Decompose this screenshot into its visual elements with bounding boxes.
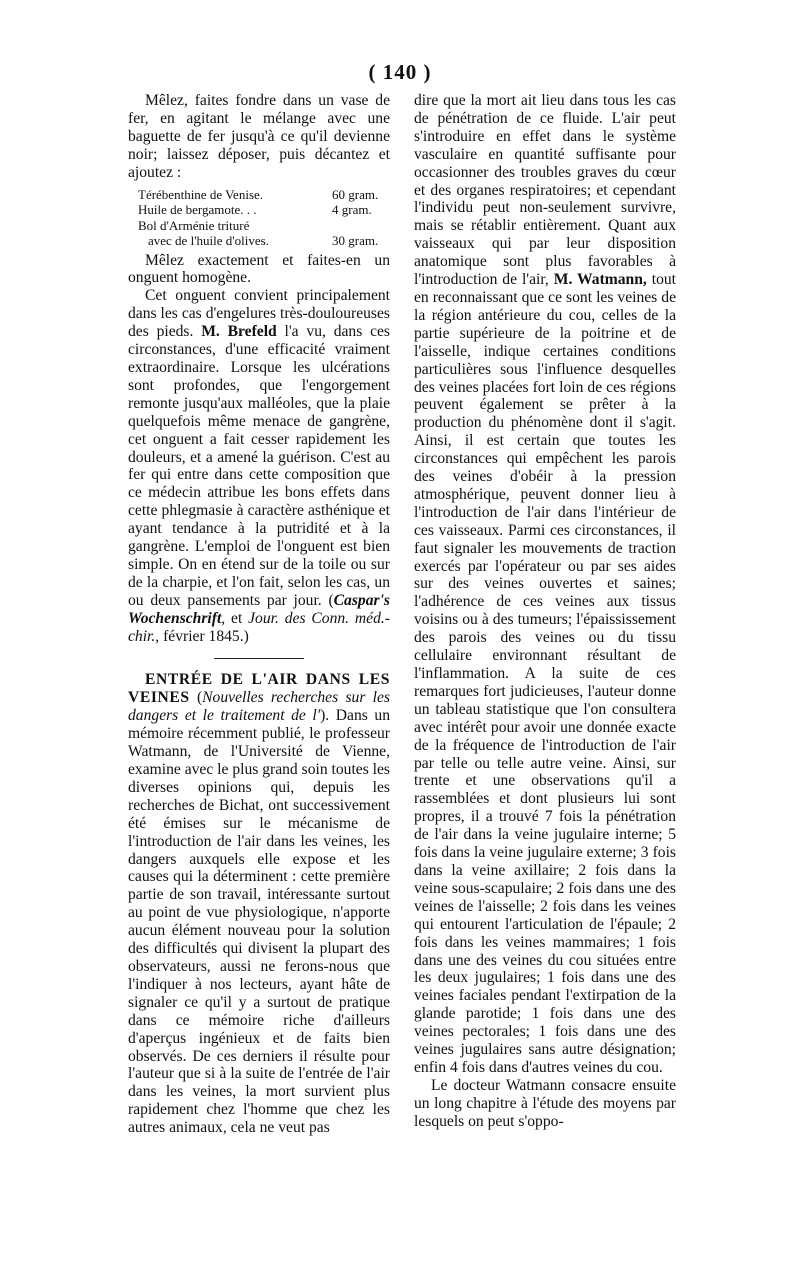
section-divider — [214, 658, 304, 659]
ingredient-qty — [332, 218, 390, 234]
source-end: , février 1845.) — [155, 627, 249, 645]
recipe-item — [138, 187, 390, 203]
continued-text-a: dire que la mort ait lieu dans tous les cas de pénétration de ce fluide. L'air peut s'introduire en effet dans le système vasculaire en quantité suffisante pour occasionner des troubles graves du cœur et des organes respiratoires; et cependant l'individu peut non-seulement survivre, mais se rétablir entièrement. Quant aux vaisseaux qui par leur disposition anatomique sont plus favorables à l'introduction de l'air, — [414, 92, 676, 289]
left-column — [128, 92, 390, 1137]
author-name: M. Watmann, — [553, 271, 647, 289]
source-sep: , et — [221, 609, 249, 627]
closing-paragraph: Le docteur Watmann consacre ensuite un long chapitre à l'étude des moyens par lesquels on peut s'oppo- — [414, 1076, 676, 1130]
continued-paragraph — [414, 92, 676, 1077]
recipe-item — [138, 218, 390, 234]
ingredient-name: avec de l'huile d'olives. — [148, 233, 269, 249]
onguent-text-b: l'a vu, dans ces circonstances, d'une efficacité vraiment extraordinaire. Lorsque les ulcérations sont profondes, que l'engorgement remonte jusqu'aux malléoles, que la plaie quelquefois même menace de gangrène, cet onguent a fait cesser rapidement les douleurs, et a amené la guérison. C'est au fer qui entre dans cette composition que ce médecin attribue les bons effets dans cette phlegmasie à caractère asthénique et ayant tendance à la putridité et à la gangrène. L'emploi de l'onguent est bien simple. On en étend sur de la toile ou sur de la charpie, et l'on fait, selon les cas, un ou deux pansements par jour. ( — [128, 323, 390, 609]
section-subtitle: Nouvelles recherches sur les dangers et le traitement de l' — [128, 689, 390, 725]
section-sub-open: ( — [189, 689, 203, 707]
page-number: ( 140 ) — [368, 60, 432, 84]
section-paragraph — [128, 671, 390, 1137]
ingredient-qty: 4 gram. — [332, 202, 372, 218]
section-title: ENTRÉE DE L'AIR DANS LES VEINES — [128, 671, 390, 707]
intro-paragraph: Mêlez, faites fondre dans un vase de fer, en agitant le mélange avec une baguette de fer jusqu'à ce qu'il devienne noir; laissez déposer, puis décantez et ajoutez : — [128, 92, 390, 181]
onguent-paragraph — [128, 287, 390, 645]
onguent-text-a: Cet onguent convient principalement dans les cas d'engelures très-douloureuses des pieds. — [128, 287, 390, 341]
ingredient-qty: 30 gram. — [332, 233, 379, 249]
right-column — [414, 92, 676, 1131]
recipe-list — [138, 187, 390, 249]
recipe-item — [138, 233, 390, 249]
mix-paragraph: Mêlez exactement et faites-en un onguent homogène. — [128, 251, 390, 287]
continued-text-b: tout en reconnaissant que ce sont les veines de la région antérieure du cou, celles de la partie supérieure de la poitrine et de l'aisselle, indique certaines conditions particulières sous l'influence desquelles des veines placées fort loin de ces régions peuvent également se prêter à la production du phénomène dont il s'agit. Ainsi, il est certain que toutes les circonstances qui empêchent les parois des veines d'obéir à la pression atmosphérique, peuvent donner lieu à l'introduction de l'air dans l'intérieur de ces vaisseaux. Parmi ces circonstances, il faut signaler les mouvements de traction exercés par l'opérateur ou par ses aides sur des veines ouvertes et saines; l'adhérence de ces veines aux tissus voisins ou à des tumeurs; l'épaississement des parois des veines ou du tissu cellulaire environnant résultant de l'inflammation. A la suite de ces remarques fort judicieuses, l'auteur donne un tableau statistique que l'on consultera avec intérêt pour avoir une donnée exacte de la fréquence de l'introduction de l'air par telle ou telle autre veine. Ainsi, sur trente et une observations qu'il a rassemblées et dont plusieurs lui sont propres, il a trouvé 7 fois la pénétration de l'air dans la veine jugulaire interne; 5 fois dans la veine jugulaire externe; 3 fois dans la veine axillaire; 2 fois dans la veine sous-scapulaire; 2 fois dans une des veines de l'aisselle; 2 fois dans les veines qui entourent l'articulation de l'épaule; 2 fois dans les veines mammaires; 1 fois dans une des veines du cou situées entre les deux jugulaires; 1 fois dans une des veines faciales pendant l'extirpation de la glande parotide; 1 fois dans une des veines pectorales; 1 fois dans une des veines jugulaires sans autre désignation; enfin 4 fois dans d'autres veines du cou. — [414, 271, 676, 1076]
ingredient-name: Térébenthine de Venise. — [138, 186, 264, 202]
section-body: Dans un mémoire récemment publié, le professeur Watmann, de l'Université de Vienne, examine avec le plus grand soin toutes les diverses opinions qui, depuis les recherches de Bichat, ont successivement été émises sur le mécanisme de l'introduction de l'air dans les veines, les dangers auxquels elle expose et les causes qui la déterminent : cette première partie de son travail, intéressante surtout au point de vue physiologique, n'apporte aucun élément nouveau pour la solution des difficultés qui divisent la plupart des observateurs, aussi ne ferons-nous que l'indiquer à nos lecteurs, ayant hâte de signaler ce qu'il y a surtout de pratique dans ce mémoire riche d'ailleurs d'aperçus ingénieux et de faits bien observés. De ces derniers il résulte pour l'auteur que si à la suite de l'entrée de l'air dans les veines, la mort survient plus rapidement chez l'homme que chez les autres animaux, cela ne veut pas — [128, 707, 390, 1137]
source-citation-2: Jour. des Conn. méd.-chir. — [128, 609, 390, 645]
ingredient-name: Huile de bergamote. . . — [138, 202, 257, 218]
section-sub-close: ). — [320, 707, 330, 725]
source-citation-1: Caspar's Wochenschrift — [128, 591, 390, 627]
author-name: M. Brefeld — [201, 323, 277, 341]
ingredient-qty: 60 gram. — [332, 186, 379, 202]
ingredient-name: Bol d'Arménie trituré — [138, 217, 250, 233]
recipe-item — [138, 202, 390, 218]
